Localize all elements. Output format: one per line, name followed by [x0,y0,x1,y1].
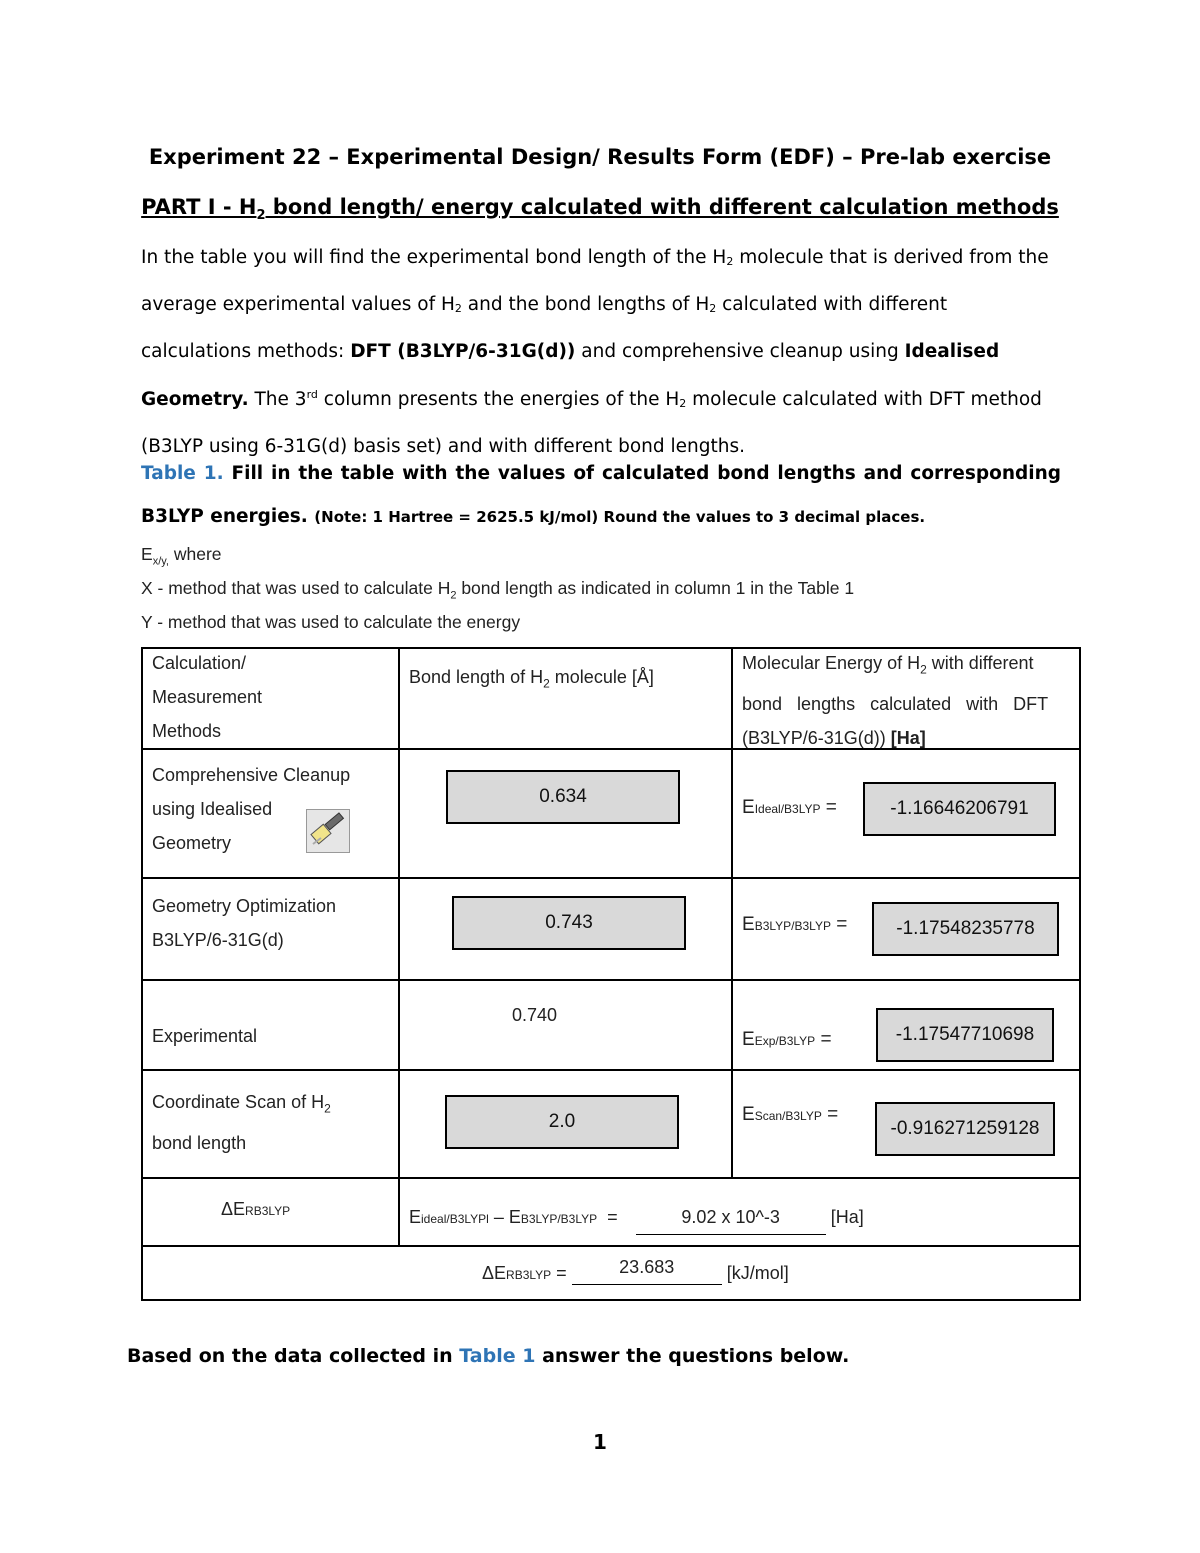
bond-value-experimental: 0.740 [512,1005,558,1025]
results-table [141,647,1081,1301]
delta-kj-value[interactable]: 23.683 [572,1250,722,1285]
page-number: 1 [593,1430,607,1454]
delta-label: ΔERB3LYP [221,1199,291,1219]
part-heading: PART I - $H_2$ bond length/ energy calculated with different calculation methods [141,195,1059,224]
header-methods: Calculation/ Measurement Methods [152,653,263,741]
header-bond-length: Bond length of $H_2$ molecule [Å] [409,667,654,691]
bond-input-ideal[interactable]: 0.634 [446,770,680,824]
energy-label-b3lyp: EB3LYP/B3LYP = [742,914,848,935]
intro-paragraph: In the table you will find the experimental bond length of the $H_2$ molecule that is derived from the average experimental values of $H_2$ and the bond lengths of $H_2$ calculated with different calculations methods: DFT (B3LYP/6-31G(d)) and comprehensive cleanup using Idealised Geometry. The 3rd column presents the energies of the $H_2$ molecule calculated with DFT method (B3LYP using 6-31G(d) basis set) and with different bond lengths. [141,247,1049,458]
document-title: Experiment 22 – Experimental Design/ Results Form (EDF) – Pre-lab exercise [148,145,1052,169]
table-caption: Table 1. Fill in the table with the values of calculated bond lengths and corresponding B3LYP energies. (Note: 1 Hartree = 2625.5 kJ/mol) Round the values to 3 decimal places. [141,463,1061,527]
legend-x: X - method that was used to calculate $H_2$ bond length as indicated in column 1 in the Table 1 [141,578,855,602]
energy-label-scan: EScan/B3LYP = [742,1104,839,1125]
legend-e: $E_{x/y,}$ where [141,544,222,568]
questions-intro: Based on the data collected in Table 1 answer the questions below. [127,1345,850,1367]
row4-method: Coordinate Scan of $H_2$ bond length [152,1092,331,1153]
bond-input-scan[interactable]: 2.0 [445,1095,679,1149]
energy-input-b3lyp[interactable]: -1.17548235778 [872,902,1059,956]
energy-label-experimental: EExp/B3LYP = [742,1029,832,1050]
cleanup-brush-icon[interactable] [306,809,350,853]
energy-label-ideal: EIdeal/B3LYP = [742,797,837,818]
row2-method: Geometry Optimization B3LYP/6-31G(d) [152,896,337,950]
energy-input-experimental[interactable]: -1.17547710698 [876,1008,1054,1062]
legend-y: Y - method that was used to calculate the energy [141,612,521,632]
row1-method: Comprehensive Cleanup using Idealised Geometry [152,765,351,853]
delta-ha-value[interactable]: 9.02 x 10^-3 [636,1200,826,1235]
bond-input-b3lyp[interactable]: 0.743 [452,896,686,950]
energy-input-ideal[interactable]: -1.16646206791 [863,782,1056,836]
energy-input-scan[interactable]: -0.916271259128 [875,1102,1055,1156]
delta-kj-line: ΔERB3LYP = 23.683 [kJ/mol] [482,1256,789,1292]
row3-method: Experimental [152,1026,258,1046]
header-energy: Molecular Energy of $H_2$ with different bond lengths calculated with DFT (B3LYP/6-31G(d)) [Ha] [742,653,1049,748]
delta-expression: Eideal/B3LYPl – EB3LYP/B3LYP = 9.02 x 10^-3 [Ha] [409,1200,864,1236]
